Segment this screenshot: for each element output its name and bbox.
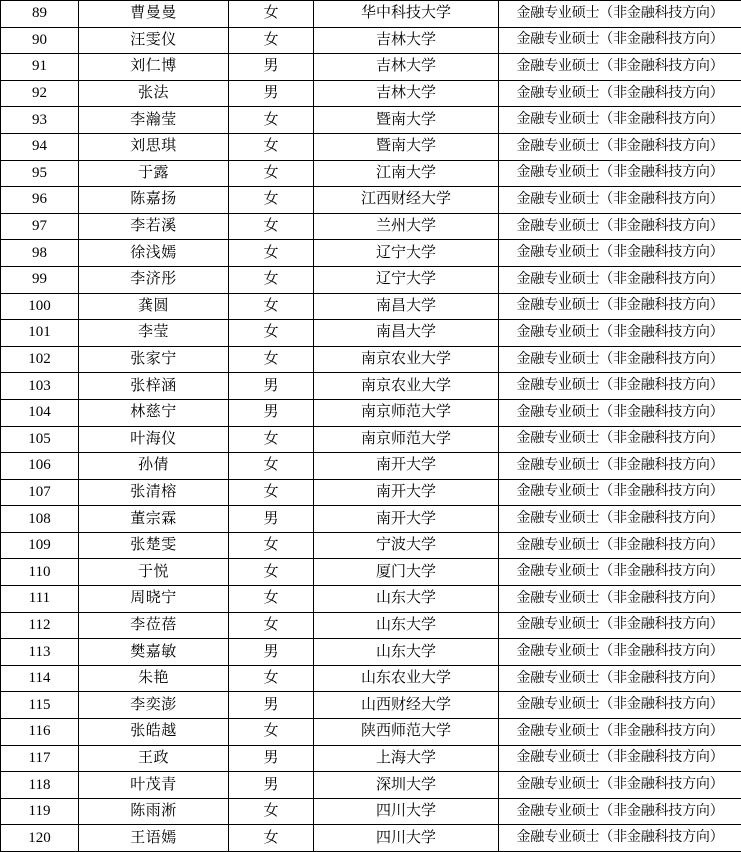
row-school: 山东大学: [314, 586, 499, 613]
row-school: 兰州大学: [314, 213, 499, 240]
row-school: 南京农业大学: [314, 346, 499, 373]
row-index: 113: [1, 639, 79, 666]
row-index: 106: [1, 453, 79, 480]
row-name: 陈嘉扬: [79, 187, 229, 214]
row-major: 金融专业硕士（非金融科技方向）: [499, 612, 741, 639]
row-school: 深圳大学: [314, 772, 499, 799]
row-sex: 男: [229, 399, 314, 426]
row-name: 龚圆: [79, 293, 229, 320]
row-name: 王政: [79, 745, 229, 772]
row-name: 刘思琪: [79, 133, 229, 160]
table-row: [1, 612, 741, 639]
row-index: 114: [1, 665, 79, 692]
table-row: [1, 266, 741, 293]
row-sex: 女: [229, 320, 314, 347]
row-index: 105: [1, 426, 79, 453]
table-row: [1, 639, 741, 666]
row-sex: 女: [229, 612, 314, 639]
row-index: 112: [1, 612, 79, 639]
row-name: 于露: [79, 160, 229, 187]
row-school: 南昌大学: [314, 293, 499, 320]
row-sex: 男: [229, 639, 314, 666]
row-major: 金融专业硕士（非金融科技方向）: [499, 293, 741, 320]
row-name: 张家宁: [79, 346, 229, 373]
table-row: [1, 453, 741, 480]
row-major: 金融专业硕士（非金融科技方向）: [499, 266, 741, 293]
row-sex: 男: [229, 54, 314, 81]
row-school: 南京师范大学: [314, 399, 499, 426]
row-index: 94: [1, 133, 79, 160]
row-name: 李莅蓓: [79, 612, 229, 639]
table-row: [1, 1, 741, 28]
row-name: 李若溪: [79, 213, 229, 240]
row-major: 金融专业硕士（非金融科技方向）: [499, 54, 741, 81]
row-school: 四川大学: [314, 825, 499, 852]
row-sex: 女: [229, 107, 314, 134]
row-sex: 女: [229, 798, 314, 825]
row-index: 98: [1, 240, 79, 267]
row-name: 叶海仪: [79, 426, 229, 453]
row-name: 朱艳: [79, 665, 229, 692]
row-index: 95: [1, 160, 79, 187]
row-sex: 男: [229, 772, 314, 799]
row-major: 金融专业硕士（非金融科技方向）: [499, 798, 741, 825]
row-name: 李莹: [79, 320, 229, 347]
row-major: 金融专业硕士（非金融科技方向）: [499, 825, 741, 852]
row-school: 吉林大学: [314, 54, 499, 81]
row-major: 金融专业硕士（非金融科技方向）: [499, 479, 741, 506]
table-body: [1, 1, 741, 852]
row-sex: 女: [229, 213, 314, 240]
row-name: 张楚雯: [79, 532, 229, 559]
row-major: 金融专业硕士（非金融科技方向）: [499, 559, 741, 586]
row-sex: 女: [229, 27, 314, 54]
row-school: 南开大学: [314, 479, 499, 506]
row-sex: 女: [229, 453, 314, 480]
row-sex: 女: [229, 266, 314, 293]
row-index: 120: [1, 825, 79, 852]
row-index: 118: [1, 772, 79, 799]
row-sex: 女: [229, 1, 314, 28]
row-index: 89: [1, 1, 79, 28]
table-row: [1, 692, 741, 719]
row-major: 金融专业硕士（非金融科技方向）: [499, 745, 741, 772]
table-row: [1, 426, 741, 453]
row-name: 樊嘉敏: [79, 639, 229, 666]
row-index: 110: [1, 559, 79, 586]
row-major: 金融专业硕士（非金融科技方向）: [499, 373, 741, 400]
row-name: 曹曼曼: [79, 1, 229, 28]
row-index: 97: [1, 213, 79, 240]
row-school: 山西财经大学: [314, 692, 499, 719]
table-row: [1, 107, 741, 134]
row-major: 金融专业硕士（非金融科技方向）: [499, 107, 741, 134]
row-sex: 女: [229, 240, 314, 267]
row-index: 92: [1, 80, 79, 107]
row-major: 金融专业硕士（非金融科技方向）: [499, 453, 741, 480]
row-name: 于悦: [79, 559, 229, 586]
table-row: [1, 160, 741, 187]
row-index: 117: [1, 745, 79, 772]
row-index: 91: [1, 54, 79, 81]
table-row: [1, 187, 741, 214]
row-index: 90: [1, 27, 79, 54]
table-row: [1, 479, 741, 506]
row-major: 金融专业硕士（非金融科技方向）: [499, 160, 741, 187]
table-row: [1, 798, 741, 825]
row-major: 金融专业硕士（非金融科技方向）: [499, 80, 741, 107]
row-sex: 女: [229, 665, 314, 692]
row-school: 南开大学: [314, 453, 499, 480]
row-sex: 男: [229, 373, 314, 400]
row-index: 103: [1, 373, 79, 400]
row-school: 辽宁大学: [314, 240, 499, 267]
table-row: [1, 27, 741, 54]
row-name: 董宗霖: [79, 506, 229, 533]
table-row: [1, 80, 741, 107]
row-name: 陈雨淅: [79, 798, 229, 825]
row-index: 107: [1, 479, 79, 506]
row-index: 101: [1, 320, 79, 347]
row-major: 金融专业硕士（非金融科技方向）: [499, 665, 741, 692]
row-school: 暨南大学: [314, 133, 499, 160]
table-row: [1, 532, 741, 559]
row-index: 96: [1, 187, 79, 214]
row-major: 金融专业硕士（非金融科技方向）: [499, 27, 741, 54]
table-row: [1, 54, 741, 81]
row-name: 王语嫣: [79, 825, 229, 852]
row-index: 119: [1, 798, 79, 825]
row-school: 江西财经大学: [314, 187, 499, 214]
row-index: 109: [1, 532, 79, 559]
table-row: [1, 399, 741, 426]
row-name: 张皓越: [79, 719, 229, 746]
row-major: 金融专业硕士（非金融科技方向）: [499, 213, 741, 240]
row-index: 111: [1, 586, 79, 613]
row-major: 金融专业硕士（非金融科技方向）: [499, 772, 741, 799]
row-sex: 男: [229, 506, 314, 533]
row-major: 金融专业硕士（非金融科技方向）: [499, 240, 741, 267]
row-major: 金融专业硕士（非金融科技方向）: [499, 692, 741, 719]
row-index: 116: [1, 719, 79, 746]
row-school: 山东农业大学: [314, 665, 499, 692]
row-sex: 女: [229, 346, 314, 373]
row-school: 吉林大学: [314, 27, 499, 54]
row-name: 李济彤: [79, 266, 229, 293]
row-school: 南昌大学: [314, 320, 499, 347]
row-name: 张清榕: [79, 479, 229, 506]
table-row: [1, 133, 741, 160]
row-school: 南京师范大学: [314, 426, 499, 453]
row-name: 李奕澎: [79, 692, 229, 719]
row-sex: 女: [229, 532, 314, 559]
row-name: 刘仁博: [79, 54, 229, 81]
row-major: 金融专业硕士（非金融科技方向）: [499, 639, 741, 666]
row-major: 金融专业硕士（非金融科技方向）: [499, 532, 741, 559]
row-school: 暨南大学: [314, 107, 499, 134]
row-name: 叶茂青: [79, 772, 229, 799]
row-index: 115: [1, 692, 79, 719]
table-row: [1, 240, 741, 267]
table-row: [1, 825, 741, 852]
row-index: 102: [1, 346, 79, 373]
table-row: [1, 745, 741, 772]
table-row: [1, 719, 741, 746]
row-sex: 女: [229, 719, 314, 746]
row-sex: 女: [229, 293, 314, 320]
row-name: 林慈宁: [79, 399, 229, 426]
row-sex: 女: [229, 187, 314, 214]
row-major: 金融专业硕士（非金融科技方向）: [499, 506, 741, 533]
row-name: 孙倩: [79, 453, 229, 480]
row-sex: 女: [229, 559, 314, 586]
table-row: [1, 506, 741, 533]
row-school: 上海大学: [314, 745, 499, 772]
row-index: 100: [1, 293, 79, 320]
table-row: [1, 559, 741, 586]
row-name: 李瀚莹: [79, 107, 229, 134]
row-school: 陕西师范大学: [314, 719, 499, 746]
row-name: 张法: [79, 80, 229, 107]
table-row: [1, 586, 741, 613]
row-sex: 女: [229, 479, 314, 506]
row-sex: 女: [229, 160, 314, 187]
row-sex: 男: [229, 745, 314, 772]
row-school: 南京农业大学: [314, 373, 499, 400]
row-major: 金融专业硕士（非金融科技方向）: [499, 399, 741, 426]
row-sex: 女: [229, 825, 314, 852]
row-sex: 男: [229, 692, 314, 719]
row-school: 宁波大学: [314, 532, 499, 559]
row-index: 93: [1, 107, 79, 134]
row-school: 厦门大学: [314, 559, 499, 586]
row-major: 金融专业硕士（非金融科技方向）: [499, 426, 741, 453]
row-school: 山东大学: [314, 612, 499, 639]
table-row: [1, 373, 741, 400]
row-school: 南开大学: [314, 506, 499, 533]
row-name: 汪雯仪: [79, 27, 229, 54]
row-index: 108: [1, 506, 79, 533]
row-school: 华中科技大学: [314, 1, 499, 28]
row-sex: 女: [229, 426, 314, 453]
row-index: 99: [1, 266, 79, 293]
row-name: 张梓涵: [79, 373, 229, 400]
table-row: [1, 772, 741, 799]
table-row: [1, 293, 741, 320]
row-sex: 男: [229, 80, 314, 107]
row-major: 金融专业硕士（非金融科技方向）: [499, 320, 741, 347]
row-name: 徐浅嫣: [79, 240, 229, 267]
row-index: 104: [1, 399, 79, 426]
row-school: 吉林大学: [314, 80, 499, 107]
row-major: 金融专业硕士（非金融科技方向）: [499, 133, 741, 160]
row-school: 江南大学: [314, 160, 499, 187]
table-row: [1, 320, 741, 347]
row-sex: 女: [229, 133, 314, 160]
row-school: 四川大学: [314, 798, 499, 825]
row-school: 山东大学: [314, 639, 499, 666]
row-major: 金融专业硕士（非金融科技方向）: [499, 187, 741, 214]
row-major: 金融专业硕士（非金融科技方向）: [499, 346, 741, 373]
table-row: [1, 665, 741, 692]
row-sex: 女: [229, 586, 314, 613]
row-major: 金融专业硕士（非金融科技方向）: [499, 1, 741, 28]
row-school: 辽宁大学: [314, 266, 499, 293]
table-row: [1, 346, 741, 373]
table-row: [1, 213, 741, 240]
row-major: 金融专业硕士（非金融科技方向）: [499, 586, 741, 613]
row-major: 金融专业硕士（非金融科技方向）: [499, 719, 741, 746]
row-name: 周晓宁: [79, 586, 229, 613]
